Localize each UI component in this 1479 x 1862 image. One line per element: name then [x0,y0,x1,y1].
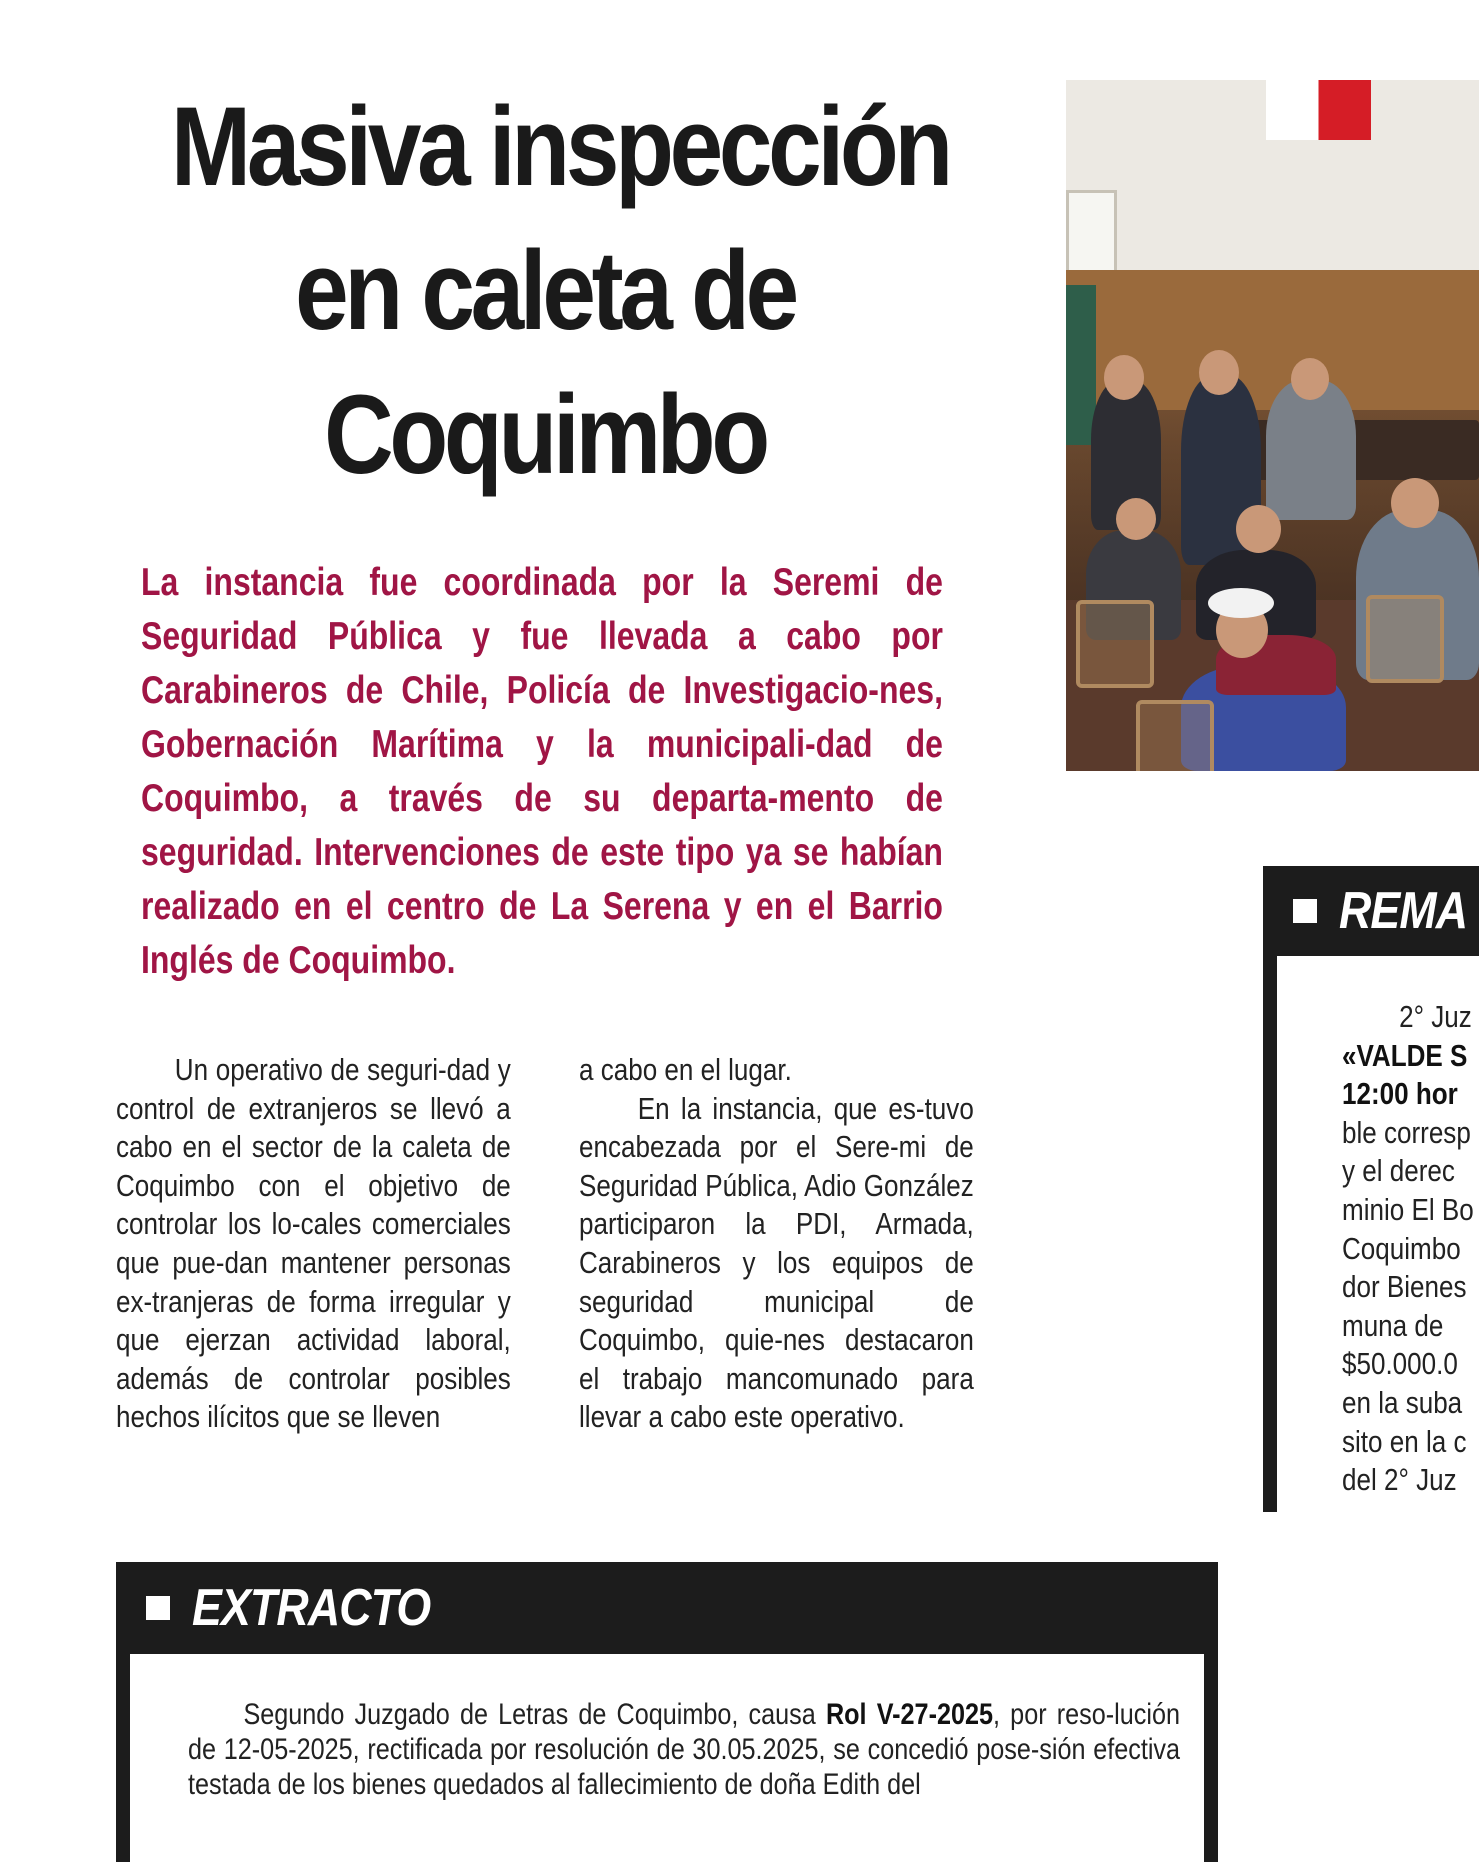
extracto-text-intro: Segundo Juzgado de Letras de Coquimbo, causa [243,1698,826,1731]
remate-line: minio El Bo [1342,1191,1474,1227]
headline-line-2: en caleta de [295,228,795,353]
remate-line: ble corresp [1342,1114,1471,1150]
headline-line-1: Masiva inspección [170,84,949,209]
headline [170,75,949,507]
remate-line: $50.000.0 [1342,1346,1458,1382]
remate-notice-title: REMA [1339,882,1468,940]
remate-line: en la suba [1342,1384,1463,1420]
headline-line-3: Coquimbo [324,372,766,497]
news-photo [1066,80,1479,771]
remate-line: «VALDE S [1342,1037,1468,1073]
extracto-rol: Rol V-27-2025 [825,1698,994,1731]
extracto-text-rest: , por reso-lución de 12-05-2025, rectificada por resolución de 30.05.2025, se concedió pose-sión efectiva testada de los bienes quedados al fallecimiento de doña Edith del [188,1698,1181,1801]
remate-notice-header [1263,866,1479,956]
remate-line: muna de [1342,1307,1444,1343]
remate-line: Coquimbo [1342,1230,1461,1266]
remate-line: sito en la c [1342,1423,1467,1459]
remate-text [1342,998,1479,1500]
remate-line: del 2° Juz [1342,1462,1457,1498]
body-paragraph-1: Un operativo de seguri-dad y control de extranjeros se llevó a cabo en el sector de la caleta de Coquimbo con el objetivo de controlar los lo-cales comerciales que pue-dan mantener personas ex-tranjeras de forma irregular y que ejerzan actividad laboral, además de controlar posibles hechos ilícitos que se lleven [116,1052,511,1435]
body-paragraph-1-continued: a cabo en el lugar. [579,1052,792,1087]
body-column-2 [579,1051,974,1437]
chilean-flag [1266,80,1371,140]
square-bullet-icon [146,1596,170,1620]
extracto-notice-title: EXTRACTO [192,1579,431,1637]
body-paragraph-2: En la instancia, que es-tuvo encabezada por el Sere-mi de Seguridad Pública, Adio González participaron la PDI, Armada, Carabineros y los equipos de seguridad municipal de Coquimbo, quie-nes destacaron el trabajo mancomunado para llevar a cabo este operativo. [579,1090,974,1435]
body-column-1 [116,1051,511,1437]
remate-line: 12:00 hor [1342,1076,1458,1112]
extracto-notice-header [116,1562,1218,1654]
remate-line: dor Bienes [1342,1269,1467,1305]
lead-paragraph: La instancia fue coordinada por la Seremi de Seguridad Pública y fue llevada a cabo por Carabineros de Chile, Policía de Investigacio-nes, Gobernación Marítima y la municipali-dad de Coquimbo, a través de su departa-mento de seguridad. Intervenciones de este tipo ya se habían realizado en el centro de La Serena y en el Barrio Inglés de Coquimbo. [141,561,943,982]
remate-line: y el derec [1342,1153,1455,1189]
extracto-text [188,1697,1180,1802]
square-bullet-icon [1293,899,1317,923]
remate-line: 2° Juz [1399,999,1472,1034]
